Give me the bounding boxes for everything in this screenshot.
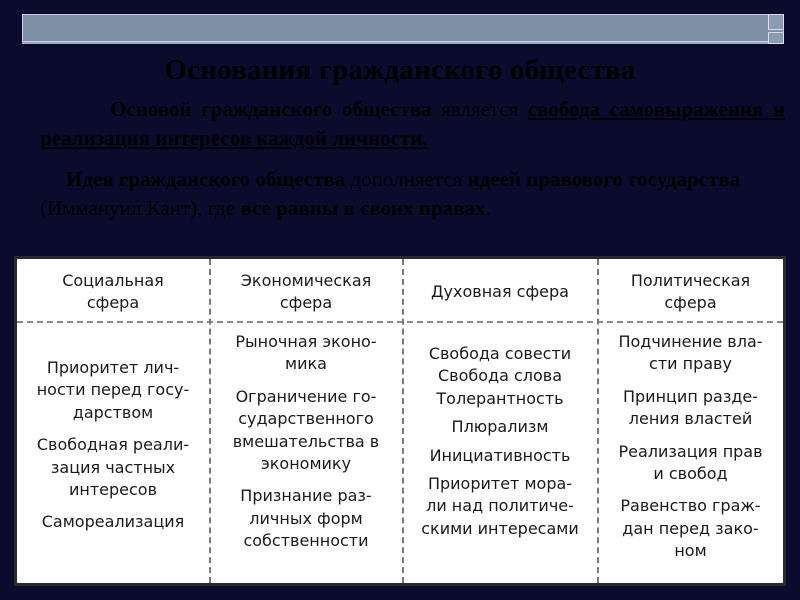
item-line: Ограничение го- [235,386,377,406]
item-line: Толерантность [436,388,564,408]
column-items [403,343,597,550]
slide-title: Основания гражданского общества [164,54,636,86]
header-line: Политическая [630,271,751,290]
item-line: зация частных [50,457,176,477]
column-header [17,263,209,321]
header-line: Социальная [62,271,164,290]
item-line: ления властей [628,409,753,429]
item-line: Свобода слова [437,366,563,386]
idea-rule-of-law: идеей правового государства [467,167,741,191]
column-economic [210,259,402,583]
item-line: сударственного [238,409,374,429]
idea-equality: все равны в своих правах [240,196,486,220]
item-line: сти праву [649,354,732,374]
item-line: дан перед зако- [622,518,759,538]
header-line: Экономическая [240,271,372,290]
list-item [598,386,783,431]
item-line: ли над политиче- [426,496,574,516]
item-line: дарством [72,402,154,422]
item-line: и свобод [653,464,728,484]
header-line: сфера [664,293,717,312]
item-line: Инициативность [429,445,571,465]
basis-definition: свобода самовыражения и реализация интересов каждой личности. [40,97,785,150]
item-line: личных форм [249,508,363,528]
item-line: интересов [68,480,158,500]
list-item [210,386,402,476]
basis-subject: Основой гражданского общества [110,97,432,121]
item-line: Подчинение вла- [618,332,763,351]
list-item [598,495,783,562]
list-item [403,473,597,540]
idea-kant: (Иммануил Кант), где [40,196,241,220]
slide-header-line [22,42,784,44]
list-item [403,445,597,467]
item-line: ном [674,541,707,561]
item-line: Реализация прав [618,441,763,461]
item-line: Приоритет лич- [46,358,180,377]
item-line: Плюрализм [451,417,549,437]
corner-square-top [768,14,784,30]
paragraph-idea [40,165,785,223]
list-item [403,343,597,410]
item-line: Принцип разде- [622,386,759,406]
list-item [210,485,402,552]
idea-subject: Идея гражданского общества [66,167,346,191]
item-line: Равенство граж- [620,496,761,516]
paragraph-basis [40,95,785,153]
idea-period: . [485,196,491,220]
column-items [210,331,402,563]
column-header [210,263,402,321]
list-item [598,441,783,486]
item-line: скими интересами [421,518,579,538]
item-line: вмешательства в [232,431,380,451]
column-spiritual [403,259,597,583]
item-line: Свобода совести [428,344,572,363]
item-line: ности перед госу- [36,380,190,400]
item-line: Самореализация [41,512,185,532]
column-header [403,263,597,321]
column-political [598,259,783,583]
header-line: Духовная сфера [431,282,569,301]
list-item [17,434,209,501]
item-line: Признание раз- [240,486,372,506]
item-line: мика [285,354,327,374]
corner-square-bottom [768,32,784,44]
column-header [598,263,783,321]
header-line: сфера [86,293,140,312]
list-item [210,331,402,376]
slide-header-bar [22,14,784,42]
column-items [598,331,783,573]
item-line: Рыночная эконо- [235,332,377,351]
column-items [17,357,209,544]
idea-verb: дополняется [345,167,468,191]
header-line: сфера [279,293,333,312]
spheres-table [14,256,786,586]
item-line: собственности [243,531,369,551]
list-item [403,416,597,438]
item-line: экономику [260,454,352,474]
list-item [17,357,209,424]
item-line: Свободная реали- [36,435,190,455]
list-item [598,331,783,376]
item-line: Приоритет мора- [427,474,573,494]
list-item [17,511,209,533]
column-social [17,259,209,583]
basis-verb: является [431,97,528,121]
